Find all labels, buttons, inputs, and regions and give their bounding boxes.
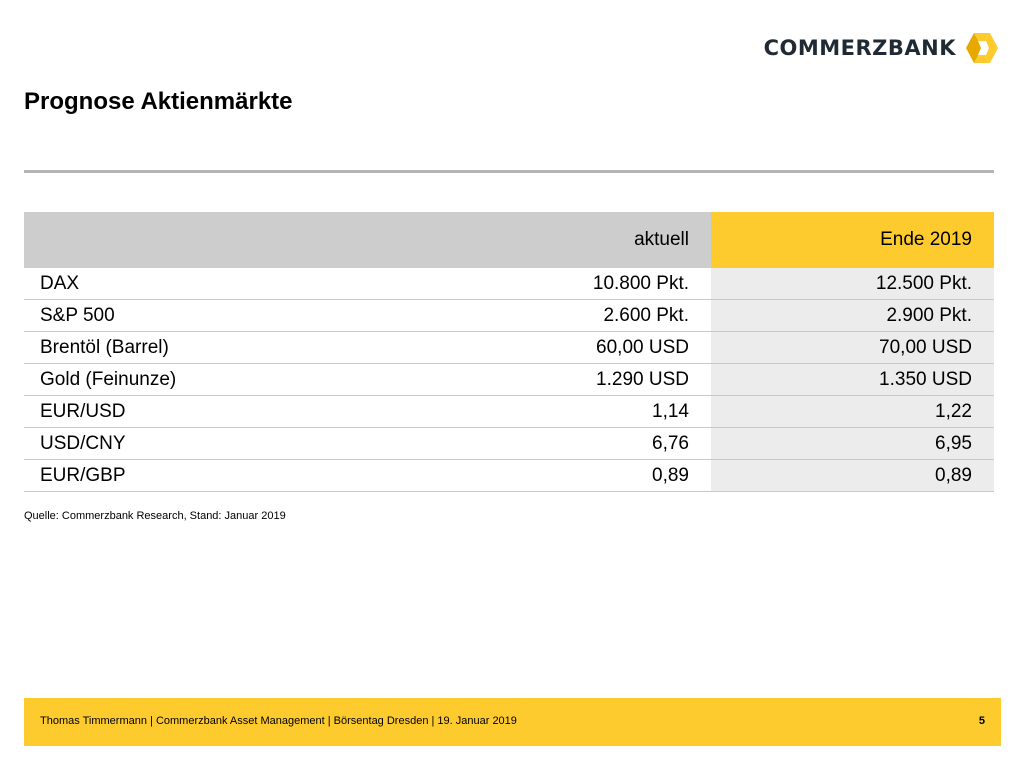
commerzbank-ribbon-icon [964, 30, 1000, 66]
table-row [24, 460, 994, 492]
row-label: DAX [24, 268, 408, 300]
row-forecast: 70,00 USD [711, 332, 994, 364]
footer-text: Thomas Timmermann | Commerzbank Asset Management | Börsentag Dresden | 19. Januar 2019 [40, 715, 517, 727]
row-current: 10.800 Pkt. [408, 268, 711, 300]
row-label: EUR/USD [24, 396, 408, 428]
table-header-row [24, 212, 994, 268]
row-forecast: 1,22 [711, 396, 994, 428]
row-forecast: 1.350 USD [711, 364, 994, 396]
header-current: aktuell [408, 212, 711, 268]
page-number: 5 [978, 715, 985, 727]
title-divider [24, 170, 994, 173]
row-current: 60,00 USD [408, 332, 711, 364]
header-label [24, 212, 408, 268]
table-row [24, 428, 994, 460]
table-row [24, 300, 994, 332]
row-current: 6,76 [408, 428, 711, 460]
row-label: S&P 500 [24, 300, 408, 332]
row-label: Gold (Feinunze) [24, 364, 408, 396]
table-row [24, 364, 994, 396]
row-label: Brentöl (Barrel) [24, 332, 408, 364]
table-row [24, 396, 994, 428]
forecast-table [24, 212, 994, 492]
header-forecast: Ende 2019 [711, 212, 994, 268]
source-note: Quelle: Commerzbank Research, Stand: Januar 2019 [24, 510, 286, 522]
row-forecast: 0,89 [711, 460, 994, 492]
row-label: EUR/GBP [24, 460, 408, 492]
footer-bar [24, 698, 1001, 746]
row-forecast: 12.500 Pkt. [711, 268, 994, 300]
row-current: 2.600 Pkt. [408, 300, 711, 332]
table-row [24, 332, 994, 364]
brand-name: COMMERZBANK [763, 36, 956, 60]
commerzbank-logo [764, 30, 1000, 66]
row-forecast: 2.900 Pkt. [711, 300, 994, 332]
table-row [24, 268, 994, 300]
row-current: 0,89 [408, 460, 711, 492]
row-label: USD/CNY [24, 428, 408, 460]
row-forecast: 6,95 [711, 428, 994, 460]
row-current: 1.290 USD [408, 364, 711, 396]
page-title: Prognose Aktienmärkte [24, 88, 293, 115]
row-current: 1,14 [408, 396, 711, 428]
